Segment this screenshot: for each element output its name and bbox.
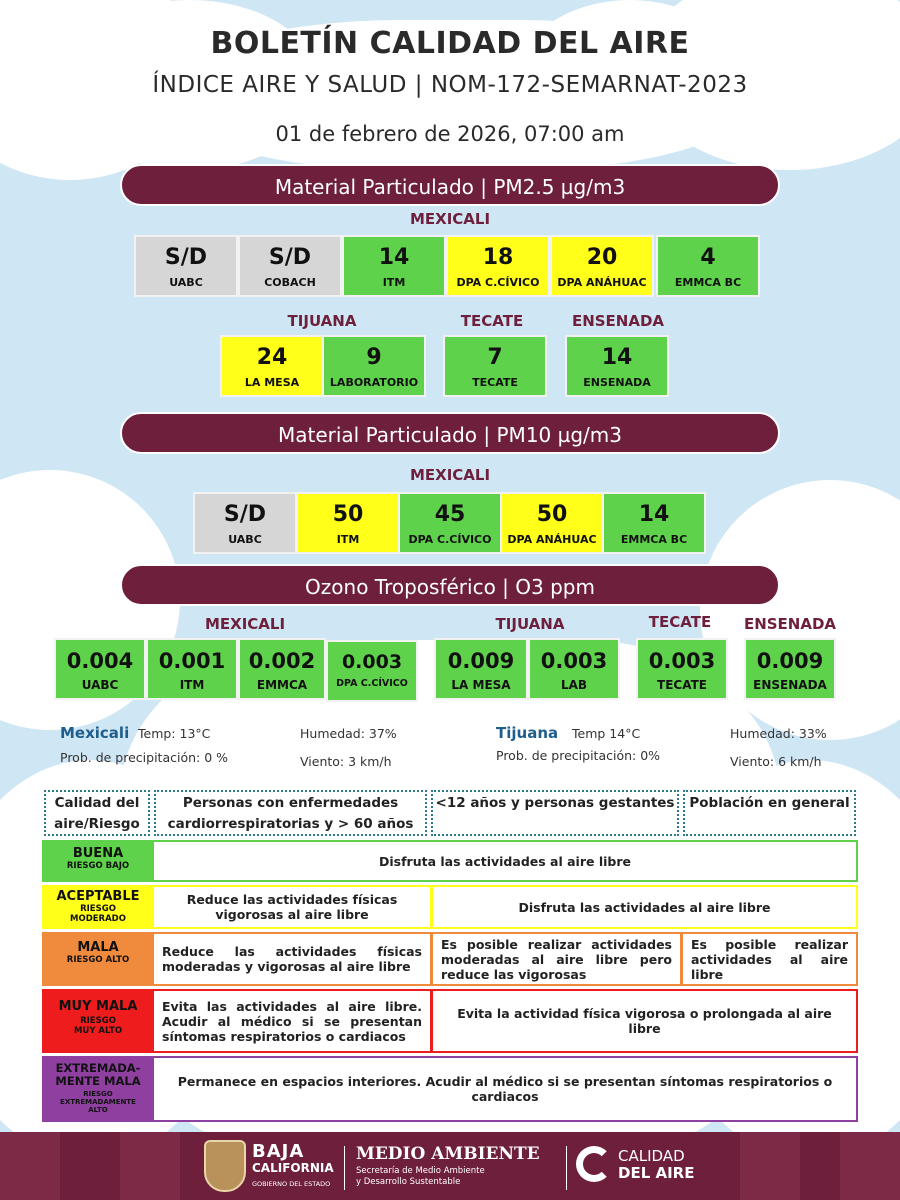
footer-state-line1: BAJA [252,1141,305,1162]
pm25-station: TECATE [472,376,518,389]
pm10-city-mexicali: MEXICALI [409,466,491,484]
footer-divider [344,1146,345,1190]
pm25-station: LA MESA [244,376,300,389]
risk-msg: Evita las actividades al aire libre. Acudir al médico si se presentan síntomas respiratorios o cardiacos [154,991,430,1051]
o3-station: DPA C.CÍVICO [336,678,408,689]
pm25-station: LABORATORIO [329,376,419,389]
risk-level-risk: RIESGO ALTO [66,955,130,965]
risk-level-name: BUENA [72,846,124,861]
o3-value: 0.004 [66,649,134,673]
pm25-city-ensenada: ENSENADA [571,312,665,330]
pm25-station: COBACH [264,276,316,289]
footer-agency-sub2: y Desarrollo Sustentable [356,1177,461,1187]
table-header-general: Población en general [683,790,856,836]
risk-level-aceptable [44,889,152,924]
pm10-station: DPA C.CÍVICO [408,533,492,546]
pm10-value: 45 [434,502,466,527]
pm25-banner: Material Particulado | PM2.5 µg/m3 [120,164,780,206]
pm10-value: S/D [223,502,267,527]
risk-msg: Permanece en espacios interiores. Acudir al médico si se presentan síntomas respiratorios o cardiacos [154,1058,856,1120]
page-title: BOLETÍN CALIDAD DEL AIRE [210,26,690,61]
pm25-value: S/D [164,245,208,270]
risk-level-muy-mala [44,999,152,1036]
weather-temp-tijuana: Temp 14°C [572,726,641,741]
pm25-station: ENSENADA [583,376,651,389]
pm25-city-mexicali: MEXICALI [409,210,491,228]
o3-cell-itm [146,638,238,700]
table-header-risk: Calidad del aire/Riesgo [44,790,150,836]
o3-value: 0.003 [540,649,608,673]
o3-city-tecate: TECATE [648,613,712,631]
weather-city-mexicali: Mexicali [60,724,130,742]
pm10-value: 50 [536,502,568,527]
o3-station: EMMCA [256,678,308,692]
air-quality-logo-icon [576,1146,612,1182]
risk-level-extrema [44,1062,152,1114]
pm25-value: 20 [586,245,618,270]
footer-divider [566,1146,567,1190]
pm10-cell-dpa-ccivico [398,492,502,554]
weather-wind-tijuana: Viento: 6 km/h [730,754,822,769]
o3-cell-ensenada [744,638,836,700]
pm25-station: DPA C.CÍVICO [456,276,540,289]
pm25-station: EMMCA BC [674,276,742,289]
o3-station: TECATE [657,678,707,692]
risk-msg: Evita la actividad física vigorosa o prolongada al aire libre [433,991,856,1051]
risk-level-name: EXTREMADA-MENTE MALA [55,1061,141,1088]
weather-precip-mexicali: Prob. de precipitación: 0 % [60,750,229,765]
footer-state-line3: GOBIERNO DEL ESTADO [252,1180,331,1188]
pm10-cell-dpa-anahuac [500,492,604,554]
pm25-station: UABC [169,276,203,289]
bulletin-date: 01 de febrero de 2026, 07:00 am [275,122,625,146]
table-header-children: <12 años y personas gestantes [431,790,679,836]
risk-msg: Disfruta las actividades al aire libre [154,842,856,880]
pm25-value: 4 [700,245,716,270]
pm25-cell-emmca [656,235,760,297]
pm10-station: DPA ANÁHUAC [507,533,597,546]
pm25-station: DPA ANÁHUAC [557,276,647,289]
footer-brand1: CALIDAD [618,1147,685,1165]
o3-value: 0.002 [248,649,316,673]
risk-level-name: MUY MALA [58,999,138,1014]
pm25-value: S/D [268,245,312,270]
pm25-cell-la-mesa [220,335,324,397]
pm10-cell-emmca [602,492,706,554]
o3-city-mexicali: MEXICALI [204,615,286,633]
o3-cell-uabc [54,638,146,700]
o3-value: 0.009 [756,649,824,673]
o3-cell-la-mesa [434,638,528,700]
o3-station: ITM [179,678,205,692]
pm10-cell-itm [296,492,400,554]
o3-station: LAB [560,678,588,692]
pm25-value: 7 [487,345,503,370]
risk-msg: Reduce las actividades físicas vigorosas al aire libre [154,887,430,927]
o3-city-tijuana: TIJUANA [495,615,565,633]
pm25-cell-dpa-ccivico [446,235,550,297]
o3-value: 0.009 [447,649,515,673]
risk-msg: Es posible realizar actividades moderadas al aire libre pero reduce las vigorosas [433,934,680,984]
o3-cell-dpa-ccivico [326,640,418,702]
pm25-cell-itm [342,235,446,297]
pm25-cell-uabc [134,235,238,297]
risk-level-risk: RIESGO MODERADO [70,904,126,924]
page-subtitle: ÍNDICE AIRE Y SALUD | NOM-172-SEMARNAT-2023 [152,72,748,98]
risk-level-risk: RIESGO BAJO [66,861,130,871]
pm10-value: 14 [638,502,670,527]
pm25-value: 18 [482,245,514,270]
o3-station: UABC [81,678,119,692]
pm25-value: 24 [256,345,288,370]
pm25-city-tecate: TECATE [460,312,524,330]
state-seal-icon [204,1140,246,1192]
risk-msg: Disfruta las actividades al aire libre [433,887,856,927]
pm10-value: 50 [332,502,364,527]
o3-cell-lab [528,638,620,700]
o3-cell-emmca [238,638,326,700]
table-header-cardio: Personas con enfermedades cardiorrespiratorias y > 60 años [154,790,427,836]
o3-station: LA MESA [451,678,511,692]
risk-msg: Reduce las actividades físicas moderadas y vigorosas al aire libre [154,934,430,984]
pm10-banner: Material Particulado | PM10 µg/m3 [120,412,780,454]
weather-humidity-mexicali: Humedad: 37% [300,726,397,741]
o3-cell-tecate [636,638,728,700]
risk-level-risk: RIESGO MUY ALTO [73,1016,123,1036]
footer-agency-sub1: Secretaría de Medio Ambiente [356,1166,485,1176]
pm25-cell-dpa-anahuac [550,235,654,297]
risk-level-name: MALA [77,940,119,955]
weather-temp-mexicali: Temp: 13°C [138,726,211,741]
pm25-value: 14 [378,245,410,270]
pm25-cell-laboratorio [322,335,426,397]
o3-value: 0.003 [341,651,403,673]
o3-value: 0.003 [648,649,716,673]
pm25-value: 9 [366,345,382,370]
footer-state-line2: CALIFORNIA [252,1161,334,1175]
o3-banner: Ozono Troposférico | O3 ppm [120,564,780,606]
risk-level-mala [44,940,152,965]
footer-agency: MEDIO AMBIENTE [356,1144,540,1164]
risk-level-risk: RIESGO EXTREMADAMENTE ALTO [60,1090,136,1114]
weather-humidity-tijuana: Humedad: 33% [730,726,827,741]
pm10-station: UABC [228,533,262,546]
o3-value: 0.001 [158,649,226,673]
pm10-station: EMMCA BC [620,533,688,546]
pm25-city-tijuana: TIJUANA [287,312,357,330]
footer-brand2: DEL AIRE [618,1164,695,1182]
weather-city-tijuana: Tijuana [496,724,559,742]
risk-level-name: ACEPTABLE [56,889,140,904]
weather-wind-mexicali: Viento: 3 km/h [300,754,392,769]
pm25-cell-cobach [238,235,342,297]
risk-msg: Es posible realizar actividades al aire libre [683,934,856,984]
pm10-cell-uabc [193,492,297,554]
risk-level-buena [44,846,152,871]
weather-precip-tijuana: Prob. de precipitación: 0% [496,748,661,763]
pm25-value: 14 [601,345,633,370]
pm25-cell-ensenada [565,335,669,397]
o3-station: ENSENADA [753,678,827,692]
pm10-station: ITM [336,533,360,546]
pm25-station: ITM [382,276,406,289]
o3-city-ensenada: ENSENADA [743,615,837,633]
pm25-cell-tecate [443,335,547,397]
